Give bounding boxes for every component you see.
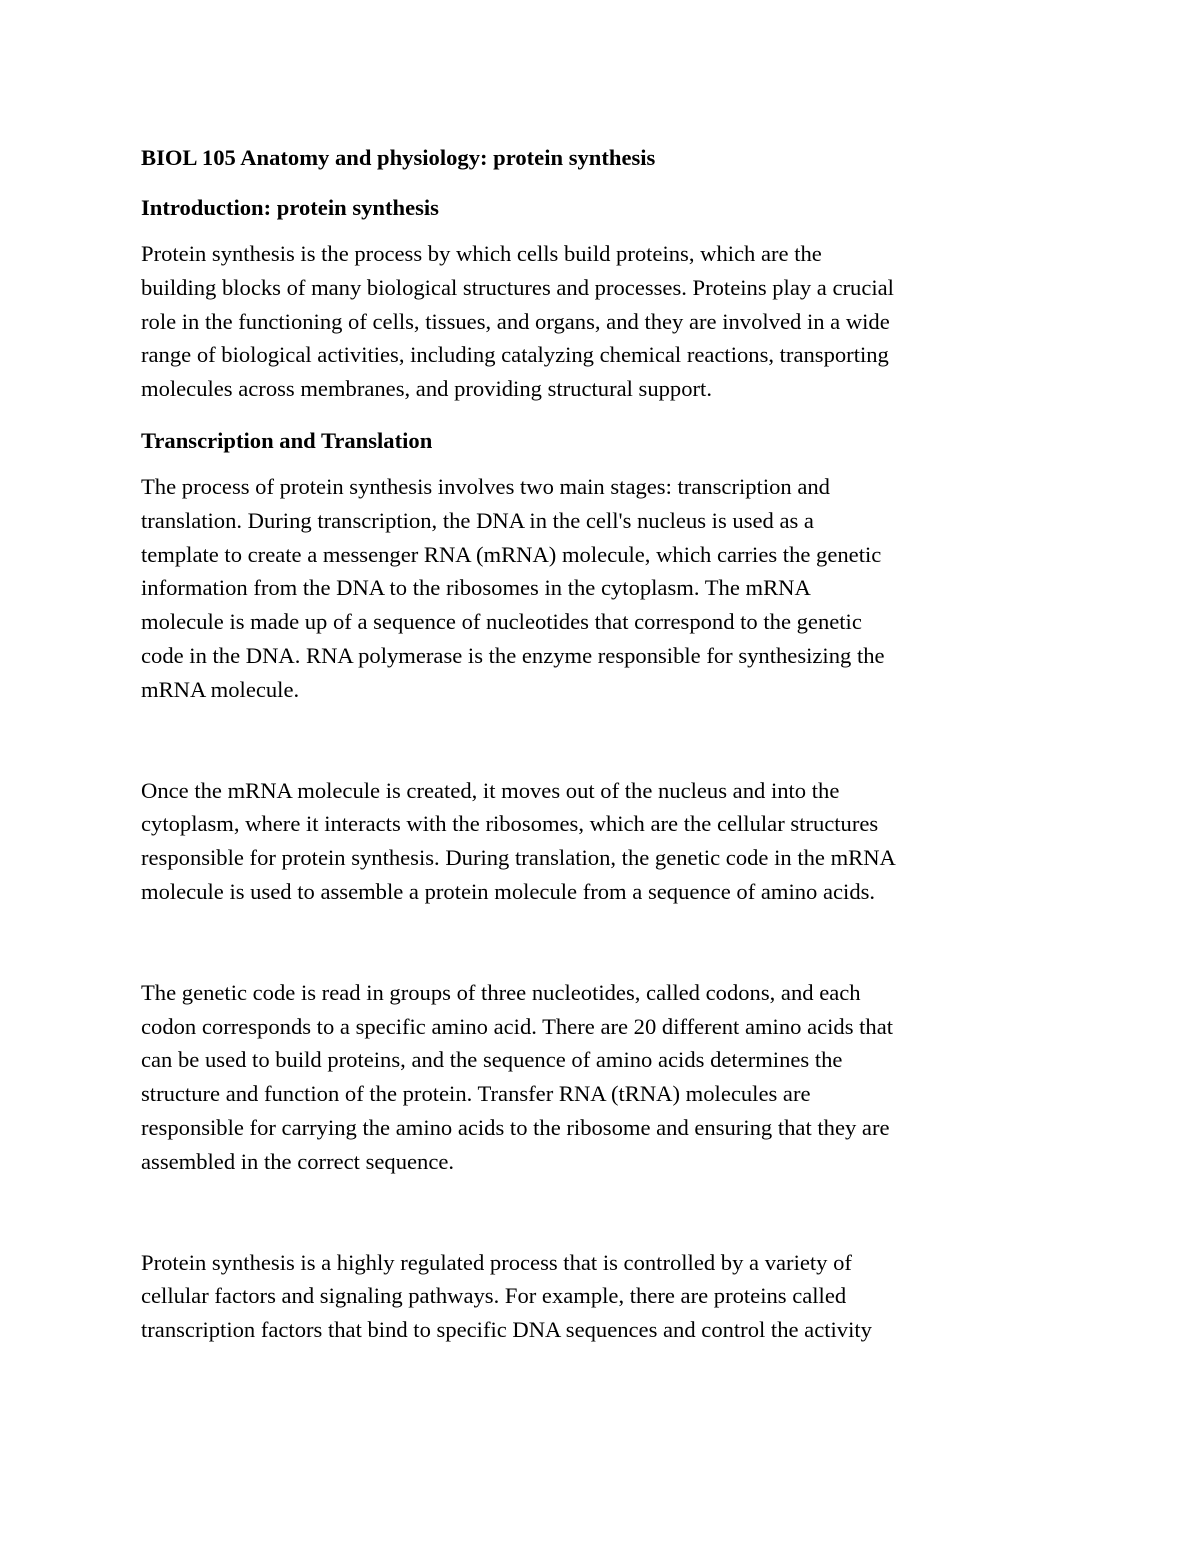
document-body: [141, 137, 1071, 1347]
section-heading-introduction: Introduction: protein synthesis: [141, 195, 439, 220]
text-line: molecule is used to assemble a protein molecule from a sequence of amino acids.: [141, 878, 876, 904]
text-line: range of biological activities, including catalyzing chemical reactions, transporting: [141, 342, 889, 368]
text-line: Protein synthesis is the process by which cells build proteins, which are the: [141, 241, 822, 266]
text-line: assembled in the correct sequence.: [141, 1148, 455, 1174]
text-line: Protein synthesis is a highly regulated process that is controlled by a variety of: [141, 1249, 852, 1275]
text-line: codon corresponds to a specific amino acid. There are 20 different amino acids that: [141, 1013, 894, 1039]
section-heading-transcription-translation: Transcription and Translation: [141, 427, 433, 453]
text-line: molecules across membranes, and providing structural support.: [141, 376, 712, 402]
paragraph-genetic-code: [141, 976, 1071, 1179]
text-line: mRNA molecule.: [141, 676, 300, 702]
paragraph-stages: [141, 470, 1071, 707]
text-line: cellular factors and signaling pathways. For example, there are proteins called: [141, 1283, 847, 1309]
text-line: cytoplasm, where it interacts with the ribosomes, which are the cellular structures: [141, 811, 879, 837]
paragraph-introduction: [141, 237, 1071, 406]
text-line: role in the functioning of cells, tissues, and organs, and they are involved in a wide: [141, 308, 890, 334]
text-line: template to create a messenger RNA (mRNA) molecule, which carries the genetic: [141, 541, 882, 567]
text-line: responsible for carrying the amino acids to the ribosome and ensuring that they are: [141, 1114, 890, 1140]
paragraph-regulation: [141, 1246, 1071, 1347]
text-line: code in the DNA. RNA polymerase is the enzyme responsible for synthesizing the: [141, 642, 885, 668]
text-line: translation. During transcription, the DNA in the cell's nucleus is used as a: [141, 507, 814, 533]
text-line: responsible for protein synthesis. During translation, the genetic code in the mRNA: [141, 845, 896, 871]
text-line: information from the DNA to the ribosomes in the cytoplasm. The mRNA: [141, 575, 811, 601]
text-line: structure and function of the protein. Transfer RNA (tRNA) molecules are: [141, 1081, 811, 1107]
text-line: Once the mRNA molecule is created, it moves out of the nucleus and into the: [141, 777, 840, 803]
text-line: The genetic code is read in groups of three nucleotides, called codons, and each: [141, 979, 861, 1005]
paragraph-translation: [141, 774, 1071, 909]
text-line: molecule is made up of a sequence of nucleotides that correspond to the genetic: [141, 609, 862, 635]
text-line: The process of protein synthesis involves two main stages: transcription and: [141, 473, 830, 499]
text-line: can be used to build proteins, and the sequence of amino acids determines the: [141, 1047, 843, 1073]
text-line: building blocks of many biological structures and processes. Proteins play a crucial: [141, 274, 894, 300]
document-title: BIOL 105 Anatomy and physiology: protein synthesis: [141, 145, 656, 170]
text-line: transcription factors that bind to specific DNA sequences and control the activity: [141, 1317, 872, 1343]
